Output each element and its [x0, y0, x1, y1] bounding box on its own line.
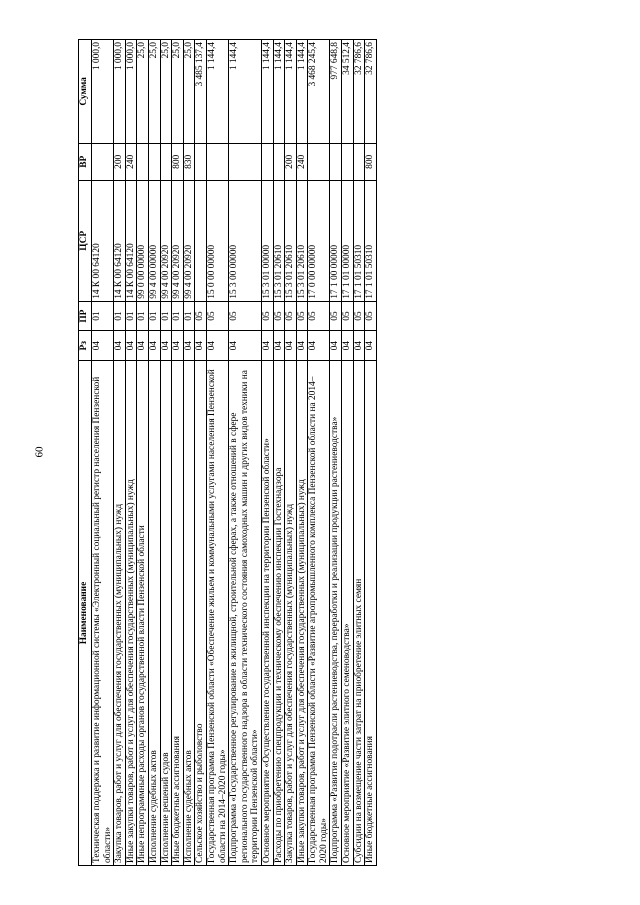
cell-pr: 01	[148, 301, 160, 331]
cell-sum: 25,0	[148, 40, 160, 144]
cell-sum: 1 000,0	[125, 40, 137, 144]
cell-sum: 1 000,0	[114, 40, 126, 144]
cell-vr: 830	[183, 143, 195, 180]
cell-csr: 14 К 00 64120	[114, 180, 126, 301]
cell-name: Расходы по приобретению спецпродукции и техническому обеспечению инспекции Гостехнадзора	[273, 361, 285, 866]
cell-rz: 04	[160, 331, 172, 361]
cell-pr: 01	[183, 301, 195, 331]
cell-name: Иные непрограммные расходы органов государственной власти Пензенской области	[137, 361, 149, 866]
cell-pr: 05	[308, 301, 330, 331]
cell-rz: 04	[195, 331, 207, 361]
cell-name: Подпрограмма «Развитие подотрасли растениеводства, переработки и реализации продукции растениеводства»	[330, 361, 342, 866]
cell-sum: 977 648,8	[330, 40, 342, 144]
cell-name: Исполнение решений судов	[160, 361, 172, 866]
cell-csr: 99 4 00 20920	[160, 180, 172, 301]
table-row	[172, 40, 184, 866]
cell-rz: 04	[137, 331, 149, 361]
cell-csr: 15 3 01 20610	[285, 180, 297, 301]
cell-csr: 99 0 00 00000	[137, 180, 149, 301]
cell-vr	[137, 143, 149, 180]
cell-pr: 05	[285, 301, 297, 331]
cell-pr: 01	[172, 301, 184, 331]
cell-pr: 05	[206, 301, 228, 331]
cell-sum: 3 468 245,4	[308, 40, 330, 144]
table-row	[137, 40, 149, 866]
table-row	[308, 40, 330, 866]
cell-sum: 25,0	[160, 40, 172, 144]
cell-rz: 04	[296, 331, 308, 361]
page-number: 60	[33, 446, 46, 458]
cell-pr: 05	[342, 301, 354, 331]
cell-rz: 04	[365, 331, 377, 361]
cell-vr: 200	[285, 143, 297, 180]
budget-table	[78, 39, 377, 866]
cell-sum: 25,0	[137, 40, 149, 144]
cell-name: Иные бюджетные ассигнования	[365, 361, 377, 866]
header-rz: Рз	[79, 331, 92, 361]
cell-pr: 05	[273, 301, 285, 331]
cell-vr	[342, 143, 354, 180]
cell-vr: 240	[296, 143, 308, 180]
cell-sum: 1 144,4	[229, 40, 262, 144]
cell-name: Государственная программа Пензенской области «Развитие агропромышленного комплекса Пензенской области на 2014–2020 годы»	[308, 361, 330, 866]
cell-pr: 05	[229, 301, 262, 331]
cell-rz: 04	[273, 331, 285, 361]
cell-csr: 14 К 00 64120	[92, 180, 114, 301]
header-csr: ЦСР	[79, 180, 92, 301]
table-row	[285, 40, 297, 866]
table-row	[229, 40, 262, 866]
cell-csr: 17 1 01 50310	[365, 180, 377, 301]
table-row	[365, 40, 377, 866]
cell-pr: 05	[261, 301, 273, 331]
cell-vr	[206, 143, 228, 180]
cell-sum: 1 144,4	[285, 40, 297, 144]
cell-name: Основное мероприятие «Развитие элитного семеноводства»	[342, 361, 354, 866]
rotated-table-container	[78, 39, 581, 866]
cell-rz: 04	[148, 331, 160, 361]
cell-sum: 32 786,6	[365, 40, 377, 144]
header-pr: ПР	[79, 301, 92, 331]
cell-vr: 200	[114, 143, 126, 180]
cell-vr	[308, 143, 330, 180]
cell-name: Основное мероприятие «Осуществление государственной инспекции на территории Пензенской области»	[261, 361, 273, 866]
cell-name: Иные закупки товаров, работ и услуг для обеспечения государственных (муниципальных) нужд	[125, 361, 137, 866]
cell-csr: 15 0 00 00000	[206, 180, 228, 301]
cell-pr: 01	[125, 301, 137, 331]
cell-csr: 17 1 00 00000	[330, 180, 342, 301]
table-row	[125, 40, 137, 866]
cell-pr: 01	[160, 301, 172, 331]
cell-vr: 240	[125, 143, 137, 180]
cell-rz: 04	[342, 331, 354, 361]
cell-sum: 25,0	[183, 40, 195, 144]
cell-vr	[148, 143, 160, 180]
header-sum: Сумма	[79, 40, 92, 144]
cell-vr: 800	[172, 143, 184, 180]
table-row	[92, 40, 114, 866]
cell-sum: 3 485 137,4	[195, 40, 207, 144]
cell-sum: 1 144,4	[296, 40, 308, 144]
table-row	[273, 40, 285, 866]
cell-rz: 04	[308, 331, 330, 361]
cell-name: Сельское хозяйство и рыболовство	[195, 361, 207, 866]
cell-rz: 04	[92, 331, 114, 361]
cell-name: Закупка товаров, работ и услуг для обеспечения государственных (муниципальных) нужд	[114, 361, 126, 866]
cell-pr: 01	[114, 301, 126, 331]
cell-rz: 04	[229, 331, 262, 361]
cell-pr: 05	[365, 301, 377, 331]
table-row	[261, 40, 273, 866]
cell-vr	[195, 143, 207, 180]
cell-vr	[160, 143, 172, 180]
cell-csr: 15 3 01 20610	[273, 180, 285, 301]
cell-vr	[261, 143, 273, 180]
cell-name: Иные закупки товаров, работ и услуг для обеспечения государственных (муниципальных) нужд	[296, 361, 308, 866]
cell-pr: 05	[195, 301, 207, 331]
cell-csr: 99 4 00 20920	[172, 180, 184, 301]
cell-rz: 04	[330, 331, 342, 361]
table-body	[92, 40, 377, 866]
cell-csr: 14 К 00 64120	[125, 180, 137, 301]
cell-sum: 25,0	[172, 40, 184, 144]
cell-rz: 04	[353, 331, 365, 361]
cell-name: Закупка товаров, работ и услуг для обеспечения государственных (муниципальных) нужд	[285, 361, 297, 866]
table-row	[330, 40, 342, 866]
cell-pr: 05	[353, 301, 365, 331]
cell-vr	[353, 143, 365, 180]
table-header-row	[79, 40, 92, 866]
cell-name: Исполнение судебных актов	[183, 361, 195, 866]
cell-vr	[92, 143, 114, 180]
cell-sum: 1 144,4	[261, 40, 273, 144]
cell-pr: 05	[296, 301, 308, 331]
cell-csr: 99 4 00 00000	[148, 180, 160, 301]
cell-pr: 01	[137, 301, 149, 331]
table-row	[206, 40, 228, 866]
cell-sum: 34 512,4	[342, 40, 354, 144]
cell-csr: 15 3 01 20610	[296, 180, 308, 301]
cell-rz: 04	[183, 331, 195, 361]
cell-rz: 04	[172, 331, 184, 361]
cell-csr: 15 3 00 00000	[229, 180, 262, 301]
cell-name: Техническая поддержка и развитие информационной системы «Электронный социальный регистр населения Пензенской области»	[92, 361, 114, 866]
table-row	[160, 40, 172, 866]
cell-rz: 04	[206, 331, 228, 361]
cell-vr	[229, 143, 262, 180]
cell-name: Субсидии на возмещение части затрат на приобретение элитных семян	[353, 361, 365, 866]
cell-csr: 17 1 01 50310	[353, 180, 365, 301]
table-row	[342, 40, 354, 866]
cell-csr: 17 1 01 00000	[342, 180, 354, 301]
table-row	[353, 40, 365, 866]
cell-rz: 04	[114, 331, 126, 361]
cell-rz: 04	[261, 331, 273, 361]
cell-sum: 32 786,6	[353, 40, 365, 144]
cell-name: Иные бюджетные ассигнования	[172, 361, 184, 866]
cell-csr: 99 4 00 20920	[183, 180, 195, 301]
cell-sum: 1 000,0	[92, 40, 114, 144]
cell-rz: 04	[285, 331, 297, 361]
header-name: Наименование	[79, 361, 92, 866]
table-row	[195, 40, 207, 866]
table-row	[148, 40, 160, 866]
cell-csr	[195, 180, 207, 301]
cell-name: Подпрограмма «Государственное регулирование в жилищной, строительной сферах, а также отношений в сфере регионального государственного надзора в области технического состояния самоходных машин и других видов техники на территории Пензенской области»	[229, 361, 262, 866]
cell-vr	[273, 143, 285, 180]
cell-csr: 17 0 00 00000	[308, 180, 330, 301]
cell-rz: 04	[125, 331, 137, 361]
cell-sum: 1 144,4	[206, 40, 228, 144]
cell-sum: 1 144,4	[273, 40, 285, 144]
cell-pr: 01	[92, 301, 114, 331]
cell-pr: 05	[330, 301, 342, 331]
cell-csr: 15 3 01 00000	[261, 180, 273, 301]
cell-vr	[330, 143, 342, 180]
cell-name: Исполнение судебных актов	[148, 361, 160, 866]
table-row	[114, 40, 126, 866]
table-row	[296, 40, 308, 866]
header-vr: ВР	[79, 143, 92, 180]
table-row	[183, 40, 195, 866]
cell-vr: 800	[365, 143, 377, 180]
cell-name: Государственная программа Пензенской области «Обеспечение жильем и коммунальными услугами населения Пензенской области на 2014–2020 годы»	[206, 361, 228, 866]
